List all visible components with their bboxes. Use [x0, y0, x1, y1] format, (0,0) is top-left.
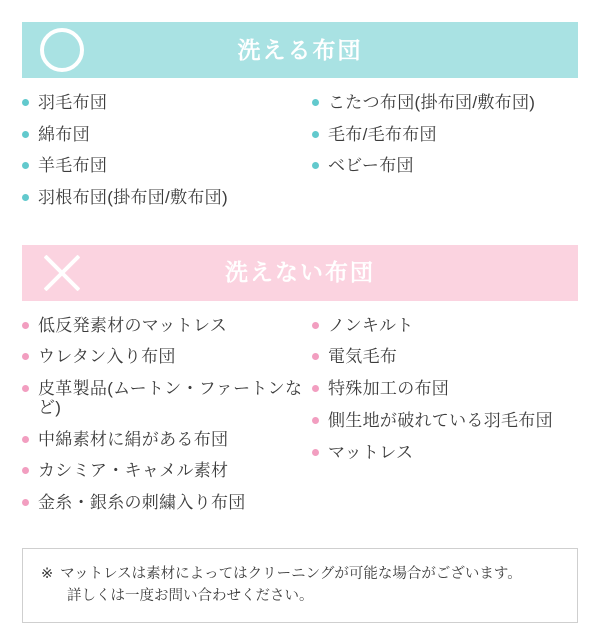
bullet-icon	[312, 131, 319, 138]
list-item: 電気毛布	[312, 348, 578, 367]
washable-right-column	[312, 94, 578, 221]
list-item: 中綿素材に絹がある布団	[22, 431, 312, 450]
list-item: 羽根布団(掛布団/敷布団)	[22, 189, 312, 208]
section-non-washable-header	[22, 245, 578, 301]
bullet-icon	[22, 467, 29, 474]
circle-icon	[40, 28, 84, 72]
list-item: 毛布/毛布布団	[312, 126, 578, 145]
list-item: こたつ布団(掛布団/敷布団)	[312, 94, 578, 113]
list-item: 羽毛布団	[22, 94, 312, 113]
cross-icon	[40, 251, 84, 295]
section-washable-header	[22, 22, 578, 78]
section-non-washable	[22, 245, 578, 532]
bullet-icon	[22, 322, 29, 329]
section-non-washable-title: 洗えない布団	[225, 259, 375, 286]
bullet-icon	[22, 436, 29, 443]
list-item: 金糸・銀糸の刺繍入り布団	[22, 494, 312, 513]
bullet-icon	[22, 353, 29, 360]
bullet-icon	[312, 162, 319, 169]
section-washable-list	[22, 78, 578, 227]
list-item: カシミア・キャメル素材	[22, 462, 312, 481]
bullet-icon	[22, 194, 29, 201]
section-washable-title: 洗える布団	[237, 36, 363, 63]
note-line-1	[41, 563, 559, 585]
list-item: 皮革製品(ムートン・ファートンなど)	[22, 380, 312, 417]
list-item: マットレス	[312, 444, 578, 463]
washable-left-column	[22, 94, 312, 221]
note-text-2: 詳しくは一度お問い合わせください。	[67, 588, 314, 605]
list-item: ウレタン入り布団	[22, 348, 312, 367]
non-washable-left-column	[22, 317, 312, 526]
list-item: 特殊加工の布団	[312, 380, 578, 399]
bullet-icon	[312, 385, 319, 392]
bullet-icon	[22, 385, 29, 392]
list-item: 綿布団	[22, 126, 312, 145]
asterisk-icon: ※	[41, 565, 54, 582]
bullet-icon	[312, 353, 319, 360]
bullet-icon	[22, 99, 29, 106]
list-item: ベビー布団	[312, 157, 578, 176]
bullet-icon	[312, 417, 319, 424]
bullet-icon	[312, 449, 319, 456]
list-item: 側生地が破れている羽毛布団	[312, 412, 578, 431]
bullet-icon	[312, 99, 319, 106]
bullet-icon	[22, 499, 29, 506]
section-non-washable-list	[22, 301, 578, 532]
section-spacer	[22, 227, 578, 245]
note-line-2	[41, 585, 559, 607]
note-text-1: マットレスは素材によってはクリーニングが可能な場合がございます。	[60, 565, 522, 582]
bullet-icon	[22, 162, 29, 169]
bullet-icon	[312, 322, 319, 329]
list-item: 羊毛布団	[22, 157, 312, 176]
note-box	[22, 548, 578, 623]
bullet-icon	[22, 131, 29, 138]
list-item: ノンキルト	[312, 317, 578, 336]
section-washable	[22, 22, 578, 227]
list-item: 低反発素材のマットレス	[22, 317, 312, 336]
non-washable-right-column	[312, 317, 578, 526]
